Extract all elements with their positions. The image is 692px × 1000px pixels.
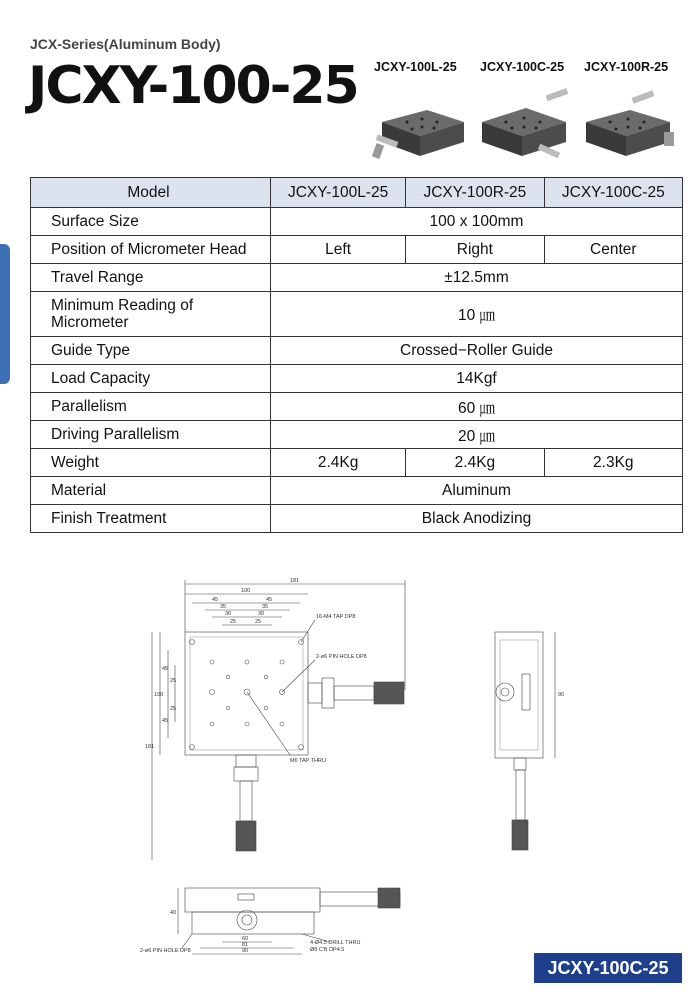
- header-col-c: JCXY-100C-25: [544, 178, 682, 208]
- row-label: Travel Range: [31, 264, 271, 292]
- header-col-l: JCXY-100L-25: [271, 178, 406, 208]
- dim-top-0: 181: [290, 578, 300, 584]
- dim-top-8: 25: [230, 619, 237, 625]
- dim-front-3: 90: [242, 948, 249, 954]
- variant-label-l: JCXY-100L-25: [374, 60, 457, 74]
- section-tab: [0, 244, 10, 384]
- dim-front-1: 60: [242, 936, 249, 942]
- stage-image-c: [476, 82, 572, 172]
- note-m6: M6 TAP THRU: [290, 758, 326, 764]
- row-label-line: Minimum Reading of: [51, 297, 194, 314]
- product-title: JCXY-100-25: [28, 56, 358, 116]
- row-value: Center: [544, 236, 682, 264]
- row-label: Guide Type: [31, 337, 271, 365]
- dim-top-4: 35: [220, 604, 227, 610]
- dim-left-3: 25: [170, 678, 177, 684]
- dim-left-0: 181: [145, 744, 155, 750]
- dim-side: 90: [558, 692, 565, 698]
- spec-table: [30, 177, 683, 533]
- row-label: Position of Micrometer Head: [31, 236, 271, 264]
- table-row: [31, 505, 683, 533]
- table-row: [31, 236, 683, 264]
- dim-left-1: 100: [154, 692, 164, 698]
- row-value: 20 ㎛: [271, 421, 683, 449]
- dim-top-6: 30: [225, 611, 232, 617]
- dim-left-2: 45: [162, 666, 169, 672]
- table-row: [31, 449, 683, 477]
- header-col-r: JCXY-100R-25: [406, 178, 544, 208]
- row-value: Right: [406, 236, 544, 264]
- dim-top-7: 30: [258, 611, 265, 617]
- table-row: [31, 393, 683, 421]
- table-row: [31, 208, 683, 236]
- row-label: Surface Size: [31, 208, 271, 236]
- row-value: Black Anodizing: [271, 505, 683, 533]
- row-label-line: Micrometer: [51, 314, 129, 331]
- dim-left-5: 45: [162, 718, 169, 724]
- row-label: Load Capacity: [31, 365, 271, 393]
- row-value: Aluminum: [271, 477, 683, 505]
- dim-top-3: 45: [266, 597, 273, 603]
- dim-top-5: 35: [262, 604, 269, 610]
- table-row: [31, 337, 683, 365]
- note-drill: 4-Ø4.5 DRILL THRU: [310, 940, 361, 946]
- table-row: [31, 264, 683, 292]
- table-row: [31, 477, 683, 505]
- note-pin: 2-ø6 PIN HOLE DP8: [316, 654, 367, 660]
- note-tap: 16-M4 TAP DP8: [316, 614, 356, 620]
- row-value: Crossed−Roller Guide: [271, 337, 683, 365]
- variant-label-c: JCXY-100C-25: [480, 60, 565, 74]
- note-cbore: Ø8 C'B DP4.5: [310, 947, 345, 953]
- row-value: ±12.5mm: [271, 264, 683, 292]
- header-model: Model: [31, 178, 271, 208]
- row-label: Driving Parallelism: [31, 421, 271, 449]
- row-value: 60 ㎛: [271, 393, 683, 421]
- row-label: Parallelism: [31, 393, 271, 421]
- row-value: 10 ㎛: [271, 292, 683, 337]
- dim-top-1: 100: [241, 588, 251, 594]
- table-header-row: [31, 178, 683, 208]
- dim-top-9: 25: [255, 619, 262, 625]
- table-row: [31, 292, 683, 337]
- stage-image-r: [580, 82, 676, 172]
- note-pin-front: 2-ø6 PIN HOLE DP8: [140, 948, 191, 954]
- row-label: Weight: [31, 449, 271, 477]
- row-label: Material: [31, 477, 271, 505]
- stage-image-l: [372, 82, 468, 172]
- row-value: Left: [271, 236, 406, 264]
- series-label: JCX-Series(Aluminum Body): [30, 36, 221, 52]
- variant-label-r: JCXY-100R-25: [584, 60, 669, 74]
- table-row: [31, 421, 683, 449]
- row-value: 2.4Kg: [406, 449, 544, 477]
- row-label: Finish Treatment: [31, 505, 271, 533]
- dim-top-2: 45: [212, 597, 219, 603]
- row-value: 100 x 100mm: [271, 208, 683, 236]
- dim-front-2: 81: [242, 942, 249, 948]
- dim-front-0: 40: [170, 910, 177, 916]
- row-value: 14Kgf: [271, 365, 683, 393]
- row-value: 2.4Kg: [271, 449, 406, 477]
- model-badge: JCXY-100C-25: [534, 953, 682, 983]
- row-value: 2.3Kg: [544, 449, 682, 477]
- dim-left-4: 25: [170, 706, 177, 712]
- technical-drawing: [130, 570, 680, 960]
- row-label: [31, 292, 271, 337]
- table-row: [31, 365, 683, 393]
